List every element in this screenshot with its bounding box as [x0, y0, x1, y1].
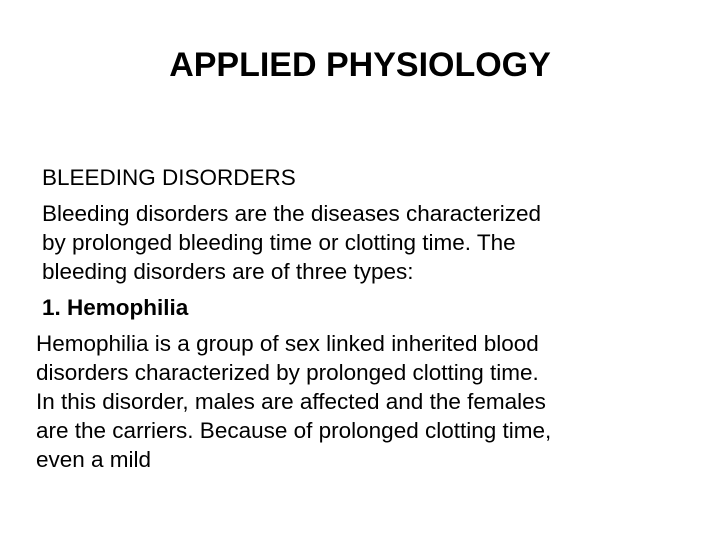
body-line: even a mild [36, 447, 152, 472]
subheading-hemophilia: 1. Hemophilia [42, 295, 189, 320]
body-line: bleeding disorders are of three types: [42, 259, 414, 284]
body-line: are the carriers. Because of prolonged clotting time, [36, 418, 552, 443]
body-line: In this disorder, males are affected and the females [36, 389, 546, 414]
body-line: disorders characterized by prolonged clotting time. [36, 360, 539, 385]
slide-title: APPLIED PHYSIOLOGY [169, 46, 551, 84]
body-line: Hemophilia is a group of sex linked inherited blood [36, 331, 539, 356]
section-heading: BLEEDING DISORDERS [42, 165, 296, 190]
body-line: by prolonged bleeding time or clotting time. The [42, 230, 516, 255]
body-line: Bleeding disorders are the diseases characterized [42, 201, 542, 226]
